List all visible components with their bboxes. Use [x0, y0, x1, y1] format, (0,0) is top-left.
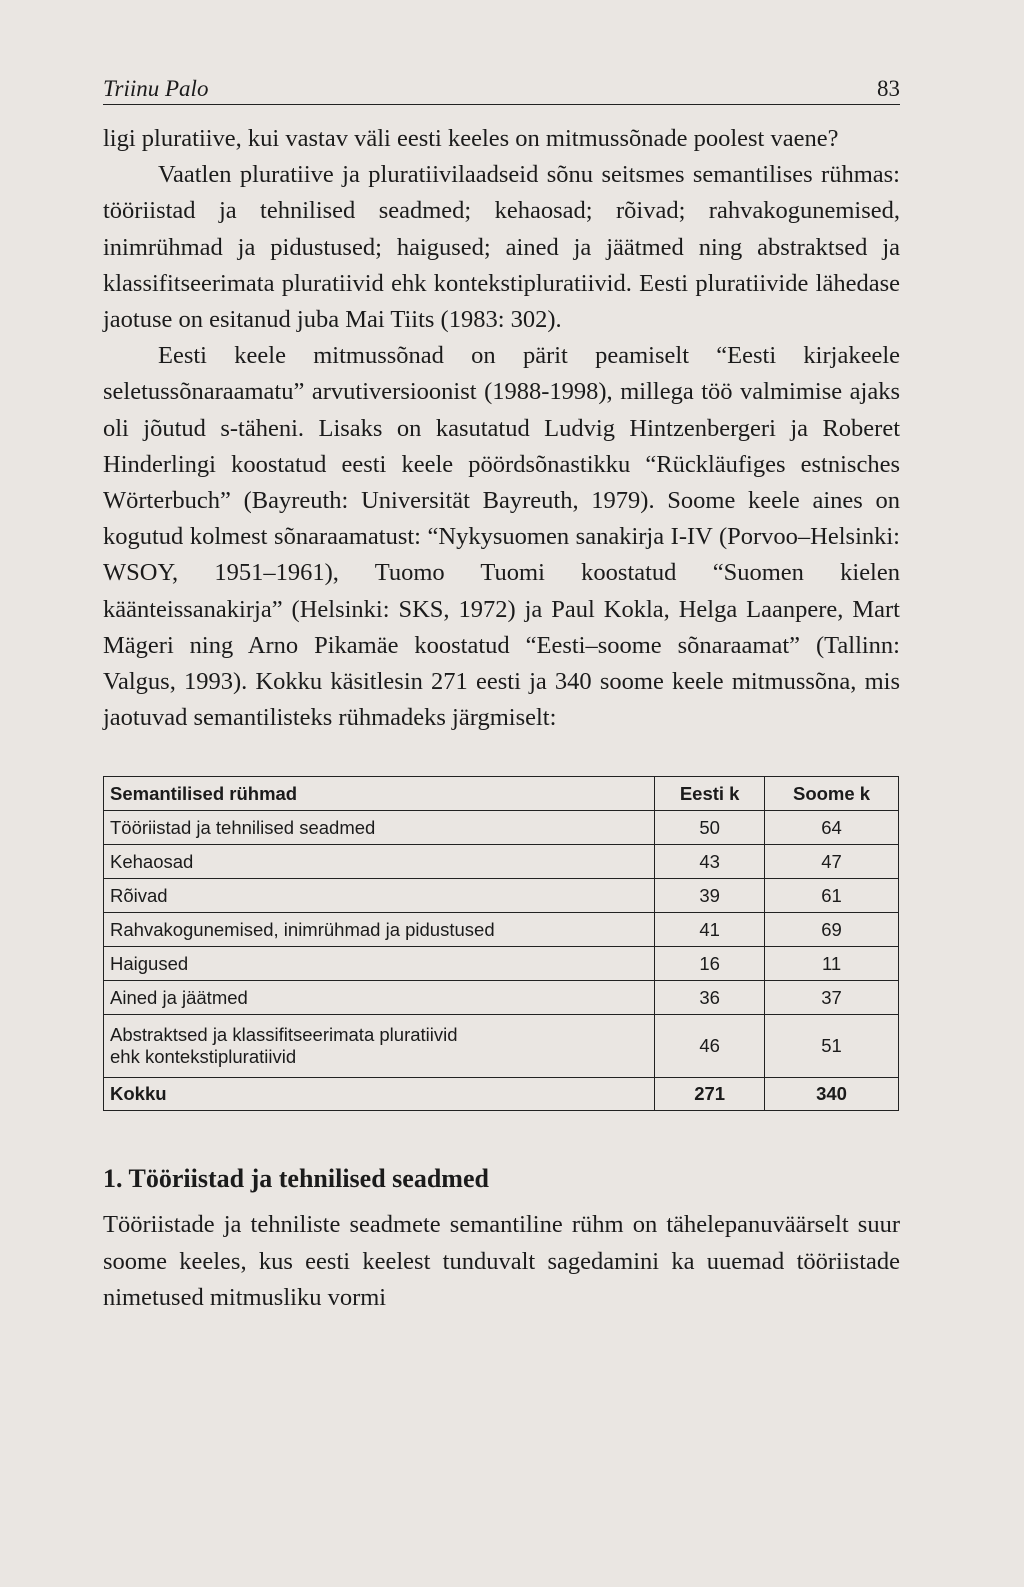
table-header-row	[104, 777, 899, 811]
page	[103, 70, 900, 1316]
table-row	[104, 913, 899, 947]
row-group-label: Rahvakogunemised, inimrühmad ja pidustused	[104, 913, 655, 947]
table-row	[104, 811, 899, 845]
paragraph-1: ligi pluratiive, kui vastav väli eesti keeles on mitmussõnade poolest vaene?	[103, 125, 839, 152]
section-text	[103, 1207, 900, 1316]
row-group-label-multiline	[104, 1015, 655, 1078]
table-row	[104, 879, 899, 913]
row-eesti-value: 36	[655, 981, 765, 1015]
row-group-label-line-1: Abstraktsed ja klassifitseerimata pluratiivid	[110, 1024, 458, 1046]
row-group-label-line-2: ehk kontekstipluratiivid	[110, 1046, 297, 1068]
row-eesti-value: 50	[655, 811, 765, 845]
row-eesti-value: 41	[655, 913, 765, 947]
table-row	[104, 845, 899, 879]
total-label: Kokku	[104, 1078, 655, 1111]
table-row	[104, 1015, 899, 1078]
total-soome-value: 340	[765, 1078, 899, 1111]
running-head	[103, 70, 900, 105]
row-soome-value: 47	[765, 845, 899, 879]
row-soome-value: 64	[765, 811, 899, 845]
page-number: 83	[877, 76, 900, 101]
row-group-label: Ained ja jäätmed	[104, 981, 655, 1015]
section-heading: 1. Tööriistad ja tehnilised seadmed	[103, 1164, 489, 1194]
row-eesti-value: 16	[655, 947, 765, 981]
semantic-groups-table-wrap	[103, 776, 899, 1111]
row-group-label: Kehaosad	[104, 845, 655, 879]
row-eesti-value: 46	[655, 1015, 765, 1078]
row-soome-value: 11	[765, 947, 899, 981]
section-paragraph: Tööriistade ja tehniliste seadmete semantiline rühm on tähelepanuväärselt suur soome keeles, kus eesti keelest tunduvalt sagedamini ka uuemad tööriistade nimetused mitmusliku vormi	[103, 1211, 900, 1311]
semantic-groups-table	[103, 776, 899, 1111]
table-total-row	[104, 1078, 899, 1111]
column-header-soome: Soome k	[765, 777, 899, 811]
row-soome-value: 51	[765, 1015, 899, 1078]
row-group-label: Haigused	[104, 947, 655, 981]
column-header-eesti: Eesti k	[655, 777, 765, 811]
row-eesti-value: 39	[655, 879, 765, 913]
row-group-label: Tööriistad ja tehnilised seadmed	[104, 811, 655, 845]
table-row	[104, 981, 899, 1015]
body-text	[103, 121, 900, 736]
paragraph-3: Eesti keele mitmussõnad on pärit peamiselt “Eesti kirjakeele seletussõnaraamatu” arvutiversioonist (1988-1998), millega töö valmimise ajaks oli jõutud s-täheni. Lisaks on kasutatud Ludvig Hintzenbergeri ja Roberet Hinderlingi koostatud eesti keele pöördsõnastikku “Rückläufiges estnisches Wörterbuch” (Bayreuth: Universität Bayreuth, 1979). Soome keele aines on kogutud kolmest sõnaraamatust: “Nykysuomen sanakirja I-IV (Porvoo–Helsinki: WSOY, 1951–1961), Tuomo Tuomi koostatud “Suomen kielen käänteissanakirja” (Helsinki: SKS, 1972) ja Paul Kokla, Helga Laanpere, Mart Mägeri ning Arno Pikamäe koostatud “Eesti–soome sõnaraamat” (Tallinn: Valgus, 1993). Kokku käsitlesin 271 eesti ja 340 soome keele mitmussõna, mis jaotuvad semantilisteks rühmadeks järgmiselt:	[103, 342, 900, 732]
row-group-label: Rõivad	[104, 879, 655, 913]
row-soome-value: 69	[765, 913, 899, 947]
column-header-group: Semantilised rühmad	[104, 777, 655, 811]
total-eesti-value: 271	[655, 1078, 765, 1111]
row-eesti-value: 43	[655, 845, 765, 879]
author-name: Triinu Palo	[103, 76, 209, 101]
row-soome-value: 37	[765, 981, 899, 1015]
table-row	[104, 947, 899, 981]
row-soome-value: 61	[765, 879, 899, 913]
paragraph-2: Vaatlen pluratiive ja pluratiivilaadseid sõnu seitsmes semantilises rühmas: tööriistad ja tehnilised seadmed; kehaosad; rõivad; rahvakogunemised, inimrühmad ja pidustused; haigused; ained ja jäätmed ning abstraktsed ja klassifitseerimata pluratiivid ehk kontekstipluratiivid. Eesti pluratiivide lähedase jaotuse on esitanud juba Mai Tiits (1983: 302).	[103, 161, 900, 334]
